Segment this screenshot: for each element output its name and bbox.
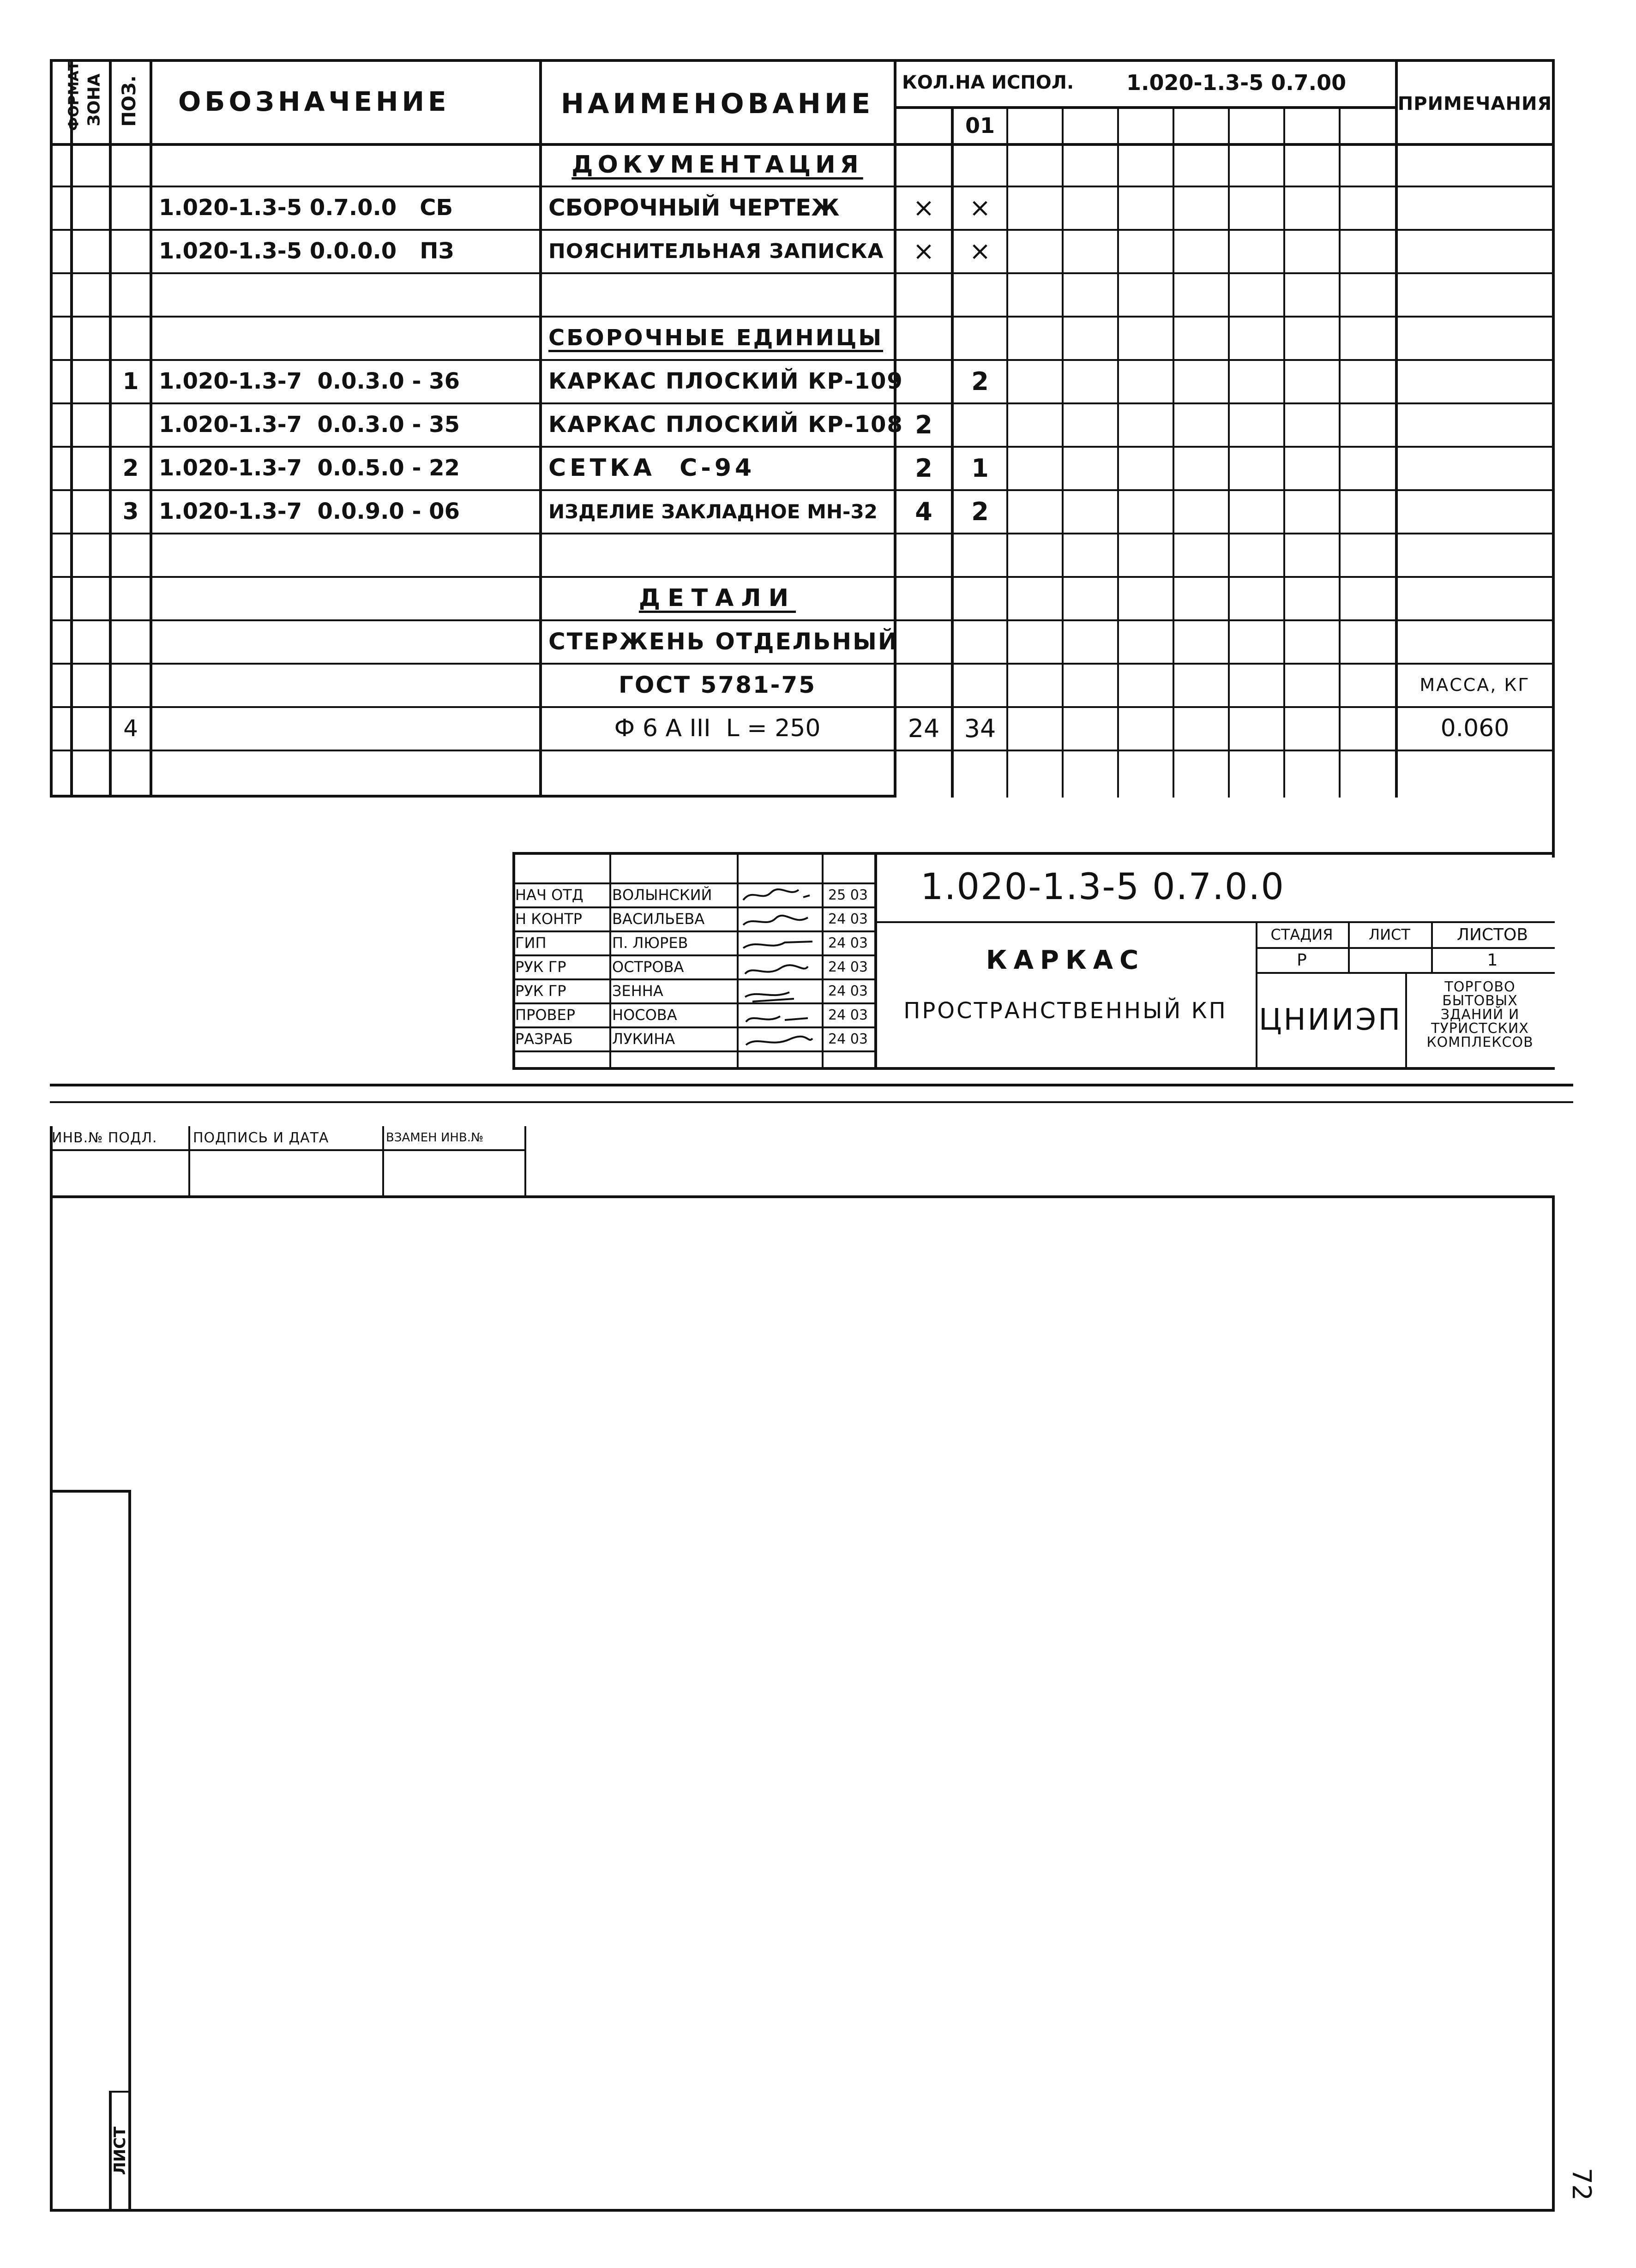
row-12-name: ГОСТ 5781-75 xyxy=(618,672,817,698)
sheet-value xyxy=(1349,948,1430,972)
separator-line xyxy=(50,1101,1573,1103)
stamp-sign-date: ПОДПИСЬ И ДАТА xyxy=(193,1129,329,1146)
row-8-designation: 1.020-1.3-7 0.0.9.0 - 06 xyxy=(159,498,460,524)
row-13-pos: 4 xyxy=(123,715,138,742)
header-qty: КОЛ.НА ИСПОЛ. xyxy=(902,72,1074,93)
sig-4-date: 24 03 xyxy=(828,983,868,999)
sig-3-date: 24 03 xyxy=(828,959,868,975)
row-13-name: Ф 6 А III L = 250 xyxy=(614,714,821,742)
sheet-label: ЛИСТ xyxy=(1369,926,1410,943)
sig-3-name: ОСТРОВА xyxy=(612,958,684,976)
sig-2-role: ГИП xyxy=(515,934,547,952)
row-6-designation: 1.020-1.3-7 0.0.3.0 - 35 xyxy=(159,412,460,438)
sheets-value: 1 xyxy=(1487,950,1498,970)
sheet-label-bottom: ЛИСТ xyxy=(111,2126,129,2175)
header-zone: ЗОНА xyxy=(84,73,104,126)
row-6-name: КАРКАС ПЛОСКИЙ КР-108 xyxy=(548,412,903,438)
drawing-code: 1.020-1.3-5 0.7.0.0 xyxy=(920,866,1285,908)
row-2-name: ПОЯСНИТЕЛЬНАЯ ЗАПИСКА xyxy=(548,239,884,263)
sig-2-name: П. ЛЮРЕВ xyxy=(612,934,688,952)
drawing-title-line2: ПРОСТРАНСТВЕННЫЙ КП xyxy=(903,998,1227,1024)
stage-label: СТАДИЯ xyxy=(1270,926,1333,943)
row-1-q2: × xyxy=(969,192,991,223)
row-2-designation: 1.020-1.3-5 0.0.0.0 ПЗ xyxy=(159,238,454,264)
row-2-q2: × xyxy=(969,236,991,266)
section-assembly-units: СБОРОЧНЫЕ ЕДИНИЦЫ xyxy=(548,325,884,351)
sig-6-date: 24 03 xyxy=(828,1031,868,1047)
stamp-inv: ИНВ.№ ПОДЛ. xyxy=(52,1129,157,1146)
header-pos: ПОЗ. xyxy=(119,75,140,127)
sig-5-name: НОСОВА xyxy=(612,1006,677,1024)
sig-1-date: 24 03 xyxy=(828,911,868,927)
row-1-q1: × xyxy=(913,192,935,223)
row-11-name: СТЕРЖЕНЬ ОТДЕЛЬНЫЙ xyxy=(548,628,899,655)
row-13-q2: 34 xyxy=(964,714,996,743)
sig-6-name: ЛУКИНА xyxy=(612,1030,675,1048)
row-6-q1: 2 xyxy=(915,410,932,439)
org-name: ЦНИИЭП xyxy=(1258,1003,1402,1037)
row-5-name: КАРКАС ПЛОСКИЙ КР-109 xyxy=(548,368,903,394)
row-7-pos: 2 xyxy=(122,455,139,481)
header-qty-code: 1.020-1.3-5 0.7.00 xyxy=(1126,70,1347,95)
row-1-name: СБОРОЧНЫЙ ЧЕРТЕЖ xyxy=(548,194,840,221)
sig-1-name: ВАСИЛЬЕВА xyxy=(612,910,705,928)
sig-3-role: РУК ГР xyxy=(515,958,566,976)
row-8-q1: 4 xyxy=(915,497,932,526)
stamp-replace: ВЗАМЕН ИНВ.№ xyxy=(386,1131,484,1145)
row-7-q2: 1 xyxy=(971,453,989,483)
stage-value: Р xyxy=(1297,950,1307,970)
section-details: ДЕТАЛИ xyxy=(638,584,796,612)
row-2-q1: × xyxy=(913,236,935,266)
page-number: 72 xyxy=(1566,2167,1597,2201)
sig-5-role: ПРОВЕР xyxy=(515,1006,576,1024)
signature-scribbles xyxy=(739,883,820,1051)
sig-1-role: Н КОНТР xyxy=(515,910,583,928)
sig-0-role: НАЧ ОТД xyxy=(515,886,583,904)
header-name: НАИМЕНОВАНИЕ xyxy=(560,88,874,120)
header-designation: ОБОЗНАЧЕНИЕ xyxy=(178,86,450,117)
row-13-note: 0.060 xyxy=(1440,714,1510,742)
row-8-q2: 2 xyxy=(971,497,989,526)
sig-4-name: ЗЕННА xyxy=(612,982,663,1000)
sig-4-role: РУК ГР xyxy=(515,982,566,1000)
org-note: ТОРГОВО БЫТОВЫХ ЗДАНИЙ И ТУРИСТСКИХ КОМПЛЕКСОВ xyxy=(1426,979,1534,1050)
row-8-pos: 3 xyxy=(122,498,139,525)
row-7-designation: 1.020-1.3-7 0.0.5.0 - 22 xyxy=(159,455,460,481)
section-documentation: ДОКУМЕНТАЦИЯ xyxy=(571,151,863,179)
header-format: ФОРМАТ xyxy=(66,61,82,131)
row-1-designation: 1.020-1.3-5 0.7.0.0 СБ xyxy=(159,195,453,221)
sig-2-date: 24 03 xyxy=(828,935,868,951)
sig-0-name: ВОЛЫНСКИЙ xyxy=(612,886,712,904)
sheets-label: ЛИСТОВ xyxy=(1456,925,1528,944)
header-variant: 01 xyxy=(965,113,995,138)
sig-6-role: РАЗРАБ xyxy=(515,1030,573,1048)
row-7-name: СЕТКА С-94 xyxy=(548,454,756,482)
separator-line xyxy=(50,1084,1573,1086)
row-5-pos: 1 xyxy=(122,368,139,395)
sig-0-date: 25 03 xyxy=(828,887,868,903)
row-5-q2: 2 xyxy=(971,366,989,396)
sig-5-date: 24 03 xyxy=(828,1007,868,1023)
row-7-q1: 2 xyxy=(915,453,932,483)
row-13-q1: 24 xyxy=(908,714,940,743)
header-notes: ПРИМЕЧАНИЯ xyxy=(1397,93,1552,114)
drawing-title-line1: КАРКАС xyxy=(986,945,1145,975)
row-5-designation: 1.020-1.3-7 0.0.3.0 - 36 xyxy=(159,368,460,394)
row-12-note: МАССА, КГ xyxy=(1419,675,1530,695)
row-8-name: ИЗДЕЛИЕ ЗАКЛАДНОЕ МН-32 xyxy=(548,500,878,523)
